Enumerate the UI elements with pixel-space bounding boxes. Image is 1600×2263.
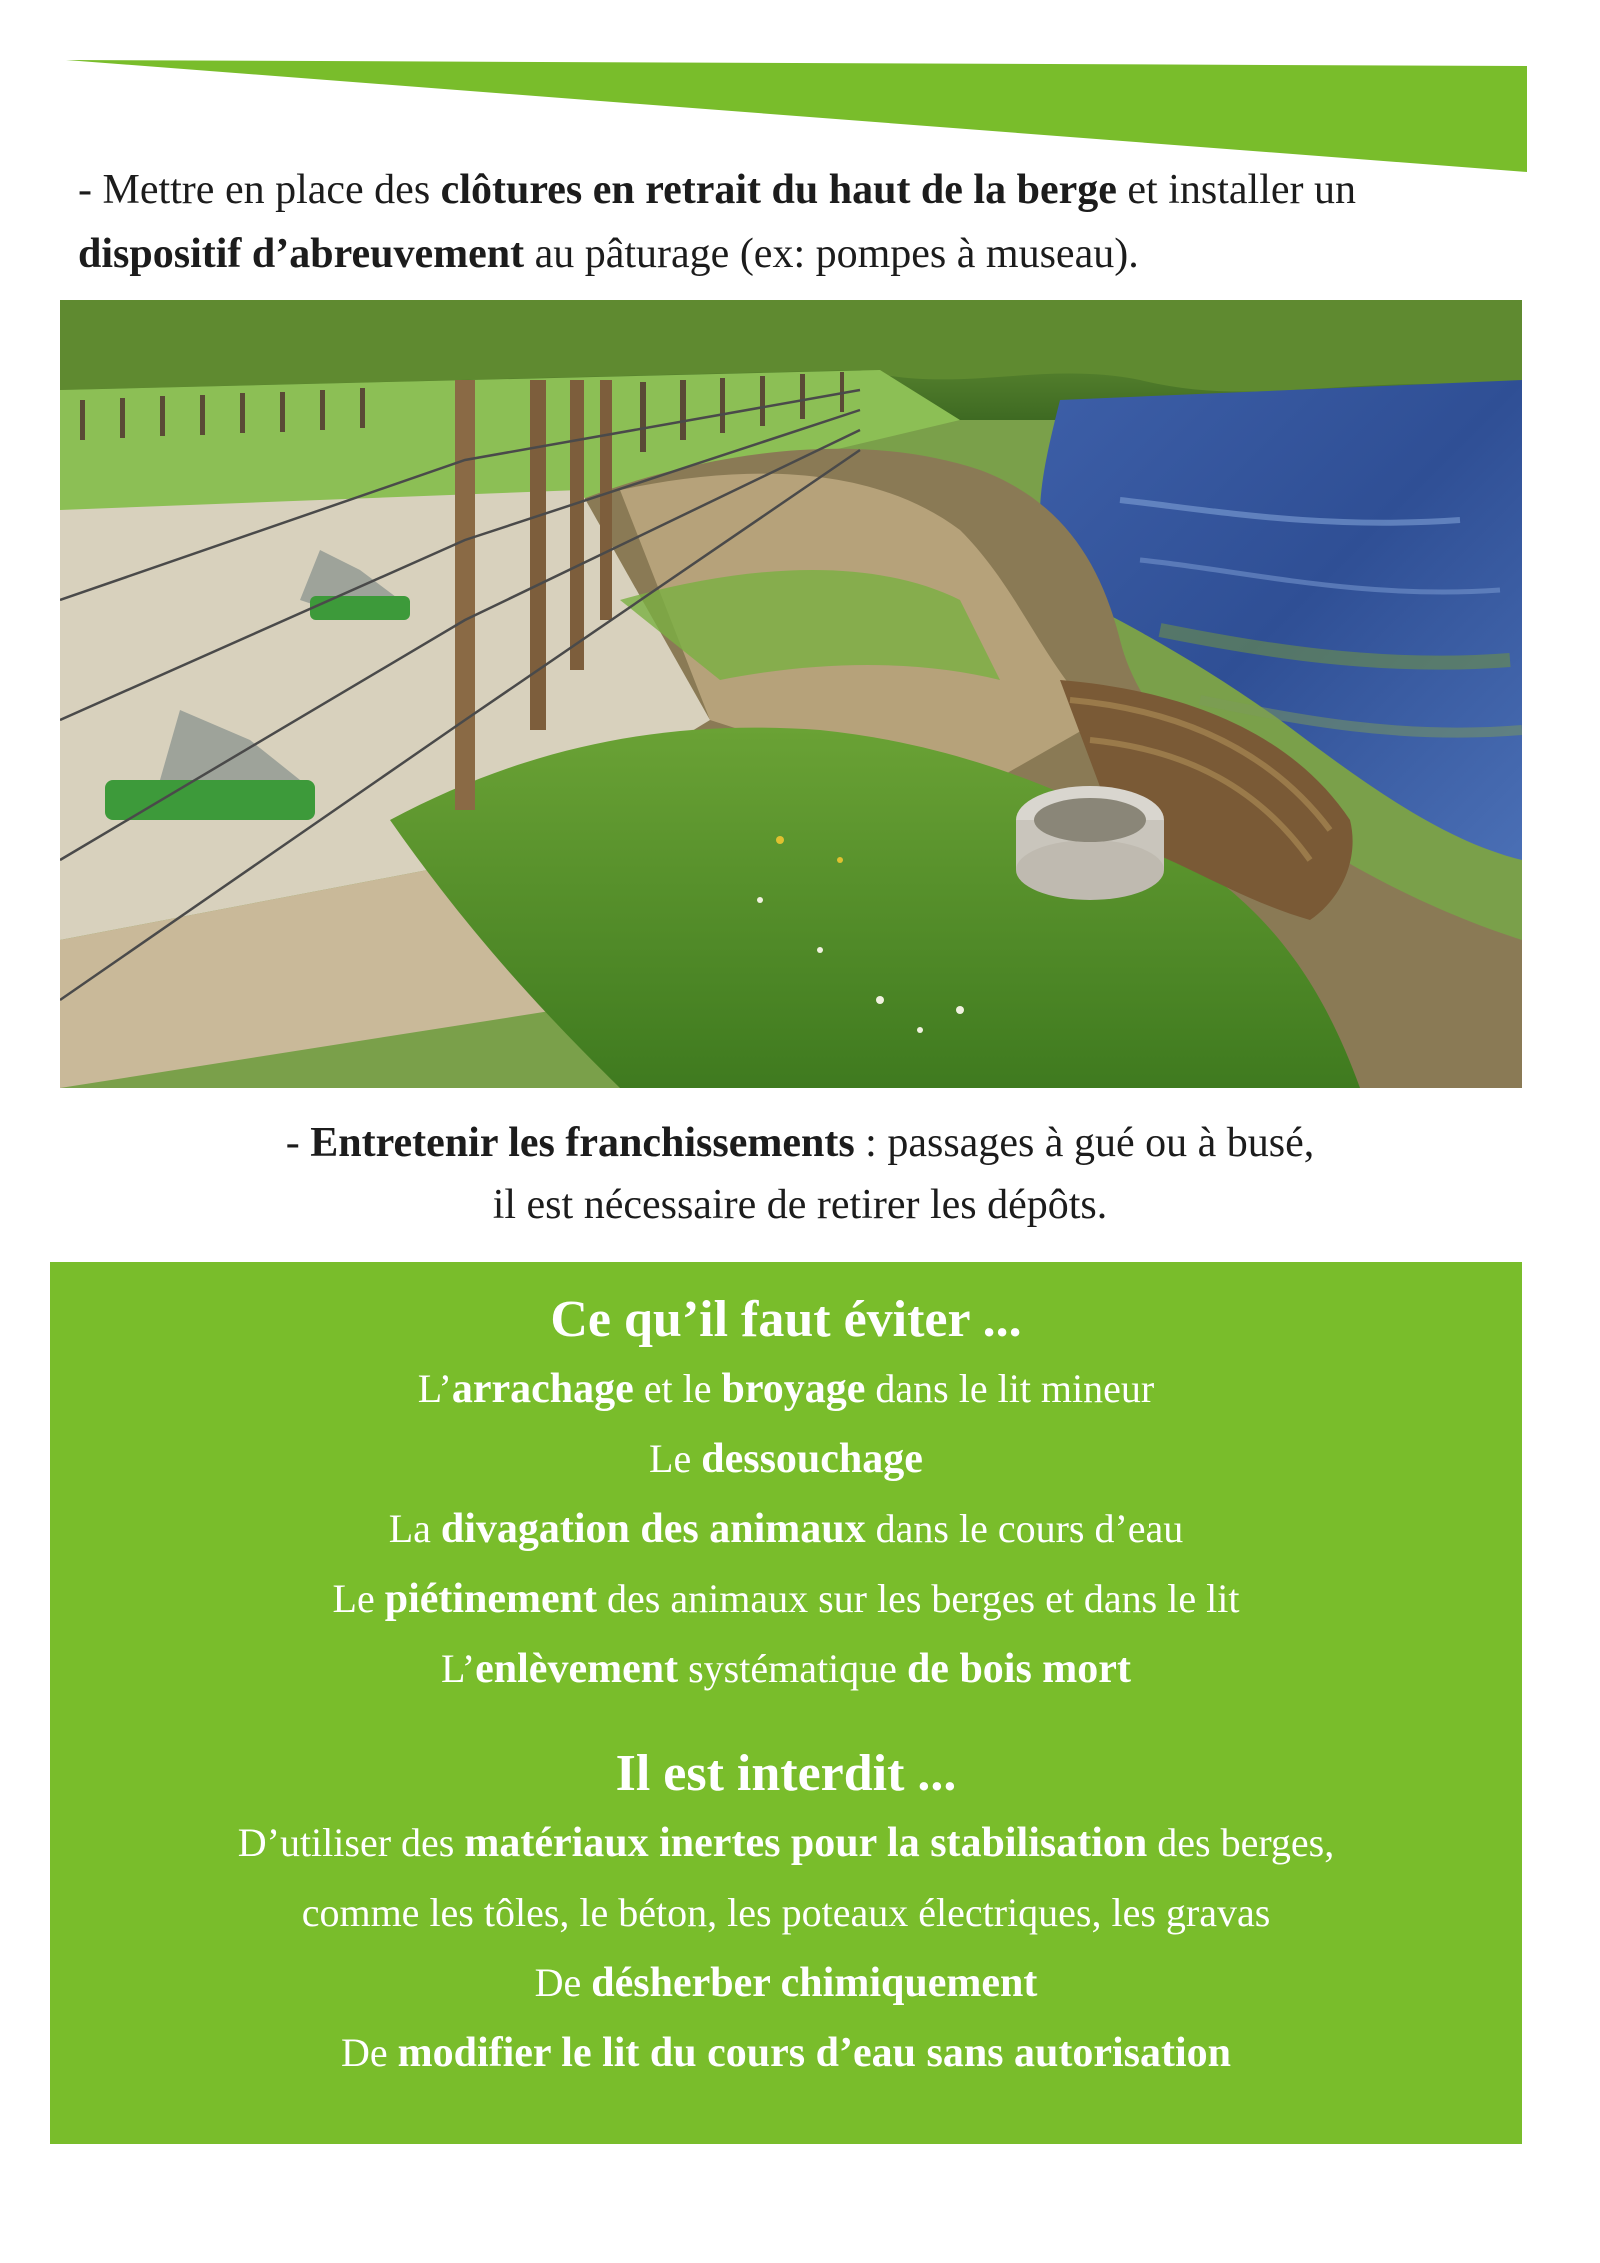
avoid-item-bold: piétinement (384, 1576, 598, 1622)
crossings-bold: Entretenir les franchissements (310, 1120, 855, 1166)
avoid-item-text: dans le cours d’eau (865, 1506, 1184, 1551)
avoid-item (50, 1354, 1522, 1424)
forbidden-title: Il est interdit ... (615, 1745, 957, 1802)
fencing-paragraph-prefix: - Mettre en place des (78, 167, 441, 213)
avoid-title: Ce qu’il faut éviter ... (550, 1291, 1022, 1348)
avoid-item-text: L’ (417, 1366, 452, 1411)
forbidden-item-text: comme les tôles, le béton, les poteaux électriques, les gravas (301, 1890, 1271, 1935)
forbidden-item (50, 2018, 1522, 2088)
forbidden-item (50, 1948, 1522, 2018)
avoid-item-text: systématique (678, 1646, 907, 1691)
forbidden-item (50, 1878, 1522, 1948)
forbidden-item-bold: matériaux inertes pour la stabilisation (464, 1820, 1148, 1866)
rules-box (50, 1262, 1522, 2144)
fencing-paragraph-suffix: au pâturage (ex: pompes à museau). (524, 231, 1139, 277)
fencing-paragraph-bold-watering: dispositif d’abreuvement (78, 231, 525, 277)
crossings-line-1-rest: : passages à gué ou à busé, (854, 1120, 1315, 1166)
avoid-item-bold: enlèvement (475, 1646, 679, 1692)
forbidden-item-text: D’utiliser des (237, 1820, 465, 1865)
forbidden-item (50, 1808, 1522, 1878)
fencing-paragraph-bold-fences: clôtures en retrait du haut de la berge (440, 167, 1117, 213)
avoid-item (50, 1634, 1522, 1704)
avoid-item-bold: divagation des animaux (440, 1506, 866, 1552)
forbidden-item-text: De (534, 1960, 592, 2005)
avoid-item (50, 1424, 1522, 1494)
forbidden-item-bold: désherber chimiquement (591, 1960, 1038, 2006)
forbidden-item-bold: modifier le lit du cours d’eau sans autorisation (397, 2030, 1232, 2076)
avoid-item-text: des animaux sur les berges et dans le lit (597, 1576, 1240, 1621)
avoid-item-bold: dessouchage (701, 1436, 923, 1482)
avoid-item-text: Le (649, 1436, 702, 1481)
avoid-item-bold: arrachage (451, 1366, 634, 1412)
fencing-paragraph (78, 158, 1518, 286)
crossings-line-1 (0, 1112, 1600, 1174)
avoid-item-bold: de bois mort (906, 1646, 1131, 1692)
avoid-item (50, 1564, 1522, 1634)
forbidden-item-text: De (340, 2030, 398, 2075)
avoid-item-text: dans le lit mineur (865, 1366, 1155, 1411)
crossings-line-2: il est nécessaire de retirer les dépôts. (492, 1182, 1108, 1228)
avoid-item-text: Le (332, 1576, 385, 1621)
forbidden-item-text: des berges, (1147, 1820, 1335, 1865)
crossings-paragraph (0, 1112, 1600, 1236)
fencing-paragraph-mid: et installer un (1116, 167, 1356, 213)
avoid-item-bold: broyage (721, 1366, 866, 1412)
avoid-item-text: L’ (441, 1646, 476, 1691)
crossings-prefix: - (285, 1120, 311, 1166)
avoid-item-text: La (388, 1506, 441, 1551)
avoid-item-text: et le (633, 1366, 722, 1411)
avoid-item (50, 1494, 1522, 1564)
riverbank-fence-photo (60, 300, 1522, 1088)
